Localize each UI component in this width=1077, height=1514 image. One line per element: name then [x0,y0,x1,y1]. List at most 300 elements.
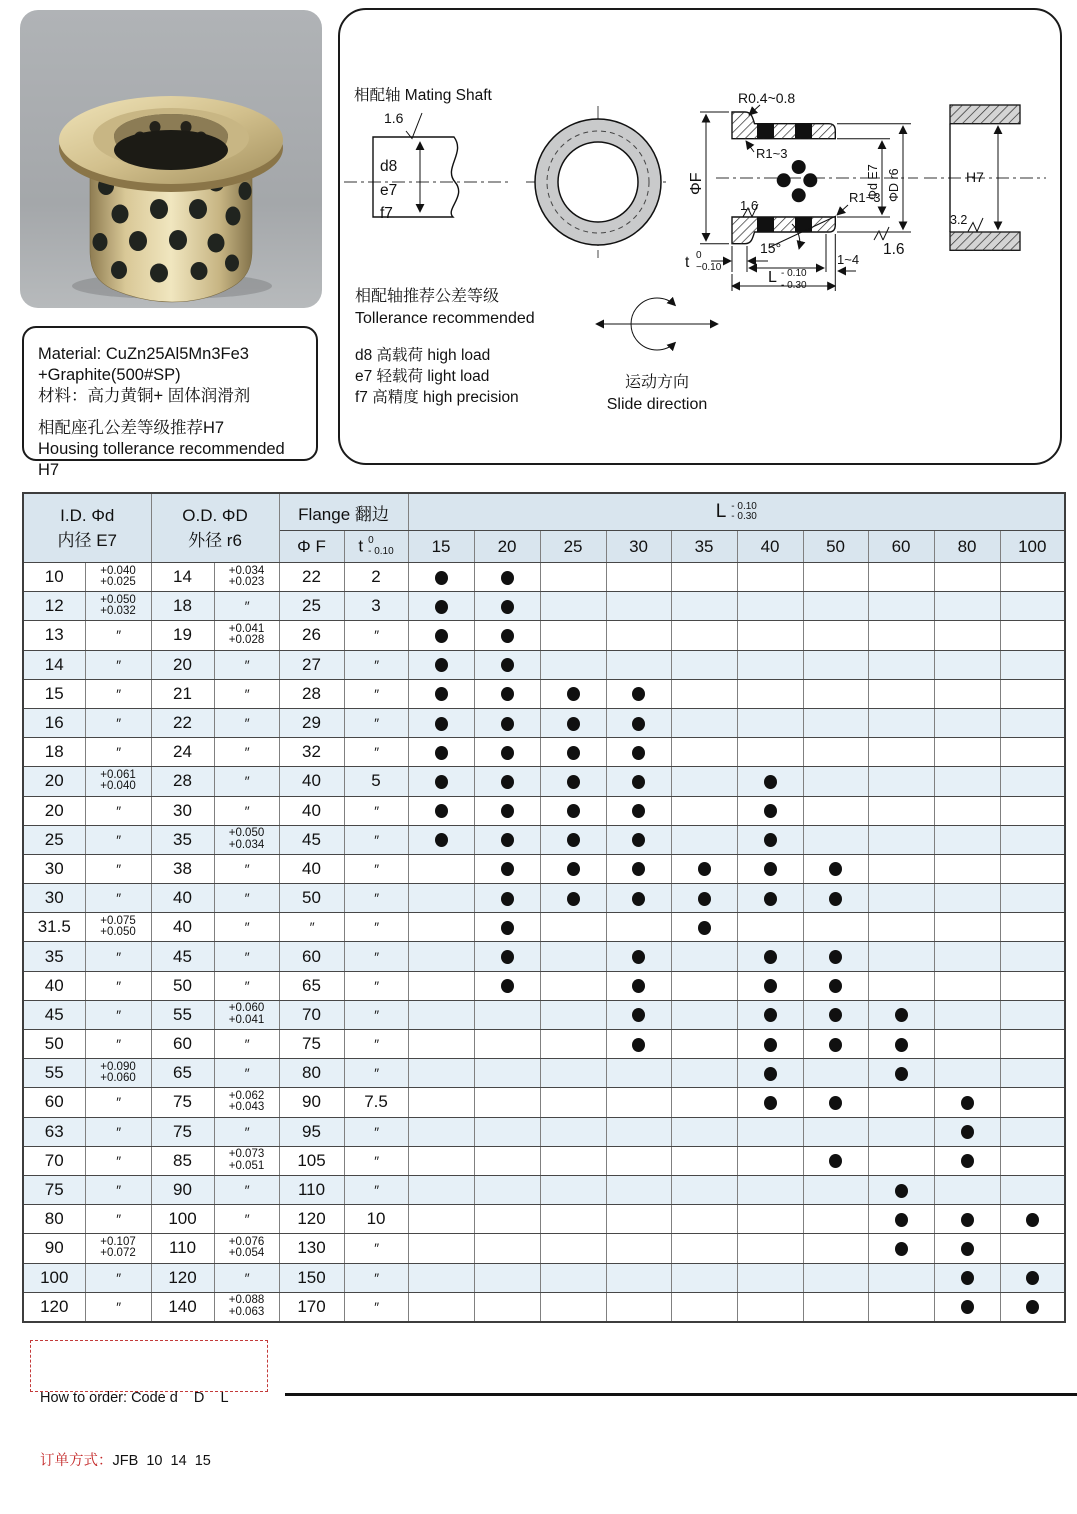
availability-dot [501,600,514,614]
flange-thickness-cell: ″ [344,796,408,825]
id-tolerance-cell: ″ [85,738,151,767]
chamfer-angle-label: 15° [760,240,782,256]
od-tolerance-cell: ″ [214,679,279,708]
availability-dot [435,717,448,731]
id-value-cell: 70 [23,1146,85,1175]
length-availability-cell [934,1146,1000,1175]
length-availability-cell [934,1263,1000,1292]
od-value-cell: 28 [151,767,214,796]
flange-thickness-cell: ″ [344,1175,408,1204]
length-availability-cell [671,1234,737,1263]
availability-dot [435,571,448,585]
id-value-cell: 18 [23,738,85,767]
length-availability-cell [934,1205,1000,1234]
length-availability-cell [868,825,934,854]
availability-dot [632,1038,645,1052]
length-availability-cell [408,708,474,737]
length-availability-cell [934,854,1000,883]
id-value-cell: 60 [23,1088,85,1117]
flange-thickness-cell: ″ [344,1146,408,1175]
availability-dot [632,775,645,789]
table-row [23,592,1065,621]
length-availability-cell [1000,1000,1065,1029]
fit-row-f7: f7 高精度 high precision [355,389,519,406]
od-value-cell: 14 [151,563,214,592]
table-row [23,1234,1065,1263]
availability-dot [764,833,777,847]
housing-fit-label: H7 [966,169,984,185]
length-availability-cell [803,1263,868,1292]
technical-drawing-panel [338,8,1062,465]
availability-dot [698,921,711,935]
availability-dot [435,687,448,701]
length-availability-cell [474,1292,540,1322]
length-availability-cell [934,913,1000,942]
od-tolerance-cell: ″ [214,1059,279,1088]
tolerance-title-en: Tollerance recommended [355,310,535,327]
length-availability-cell [1000,825,1065,854]
availability-dot [435,658,448,672]
od-value-cell: 40 [151,913,214,942]
id-tolerance-cell: ″ [85,1000,151,1029]
length-availability-cell [408,563,474,592]
length-availability-cell [671,971,737,1000]
length-availability-cell [474,884,540,913]
availability-dot [829,950,842,964]
flange-thickness-cell: ″ [344,913,408,942]
id-value-cell: 10 [23,563,85,592]
length-availability-cell [606,679,671,708]
flange-diameter-cell: 65 [279,971,344,1000]
length-availability-cell [474,1059,540,1088]
length-availability-cell [671,1175,737,1204]
length-availability-cell [671,679,737,708]
length-availability-cell [934,1000,1000,1029]
id-tolerance-cell: ″ [85,1117,151,1146]
length-availability-cell [934,621,1000,650]
length-availability-cell [737,1175,803,1204]
length-availability-cell [868,971,934,1000]
length-availability-cell [671,1146,737,1175]
flange-thickness-cell: ″ [344,854,408,883]
length-availability-cell [606,796,671,825]
length-availability-cell [408,1000,474,1029]
flange-diameter-cell: 28 [279,679,344,708]
availability-dot [829,892,842,906]
col-header-flange-t [344,531,408,563]
id-value-cell: 13 [23,621,85,650]
length-availability-cell [606,767,671,796]
length-availability-cell [606,1263,671,1292]
length-availability-cell [606,592,671,621]
col-header-l35: 35 [671,531,737,563]
table-row [23,971,1065,1000]
availability-dot [501,658,514,672]
flange-diameter-cell: 170 [279,1292,344,1322]
length-availability-cell [868,1292,934,1322]
id-tolerance-cell: ″ [85,708,151,737]
table-row [23,1292,1065,1322]
length-availability-cell [606,738,671,767]
length-availability-cell [868,1263,934,1292]
material-line-en2: +Graphite(500#SP) [38,366,181,384]
col-header-length [408,493,1065,531]
length-availability-cell [606,1030,671,1059]
availability-dot [632,862,645,876]
availability-dot [698,862,711,876]
length-availability-cell [934,1059,1000,1088]
availability-dot [501,950,514,964]
length-availability-cell [408,825,474,854]
availability-dot [764,1096,777,1110]
id-tolerance-cell: ″ [85,942,151,971]
flange-thickness-cell: ″ [344,825,408,854]
flange-thickness-cell: ″ [344,1030,408,1059]
length-availability-cell [803,1175,868,1204]
id-value-cell: 90 [23,1234,85,1263]
od-value-cell: 22 [151,708,214,737]
flange-diameter-cell: ″ [279,913,344,942]
col-header-l100: 100 [1000,531,1065,563]
length-availability-cell [934,592,1000,621]
availability-dot [567,892,580,906]
order-label-cn: 订单方式： [40,1453,113,1469]
length-availability-cell [408,1146,474,1175]
length-availability-cell [540,679,606,708]
id-value-cell: 63 [23,1117,85,1146]
id-value-cell: 16 [23,708,85,737]
length-availability-cell [737,650,803,679]
length-availability-cell [540,708,606,737]
id-tolerance-cell: +0.075 +0.050 [85,913,151,942]
length-availability-cell [934,563,1000,592]
length-availability-cell [1000,1292,1065,1322]
availability-dot [632,979,645,993]
length-availability-cell [1000,621,1065,650]
length-availability-cell [868,854,934,883]
table-row [23,1205,1065,1234]
length-availability-cell [868,1146,934,1175]
length-availability-cell [737,1117,803,1146]
id-tolerance-cell: +0.061 +0.040 [85,767,151,796]
availability-dot [435,746,448,760]
availability-dot [632,746,645,760]
flange-thickness-cell: 3 [344,592,408,621]
length-availability-cell [803,679,868,708]
length-availability-cell [868,738,934,767]
length-availability-cell [474,738,540,767]
availability-dot [501,775,514,789]
length-availability-cell [606,1146,671,1175]
length-tol-lower: - 0.30 [731,511,757,522]
availability-dot [961,1271,974,1285]
id-tolerance-cell: +0.090 +0.060 [85,1059,151,1088]
od-tolerance-cell: +0.060 +0.041 [214,1000,279,1029]
length-availability-cell [737,767,803,796]
length-availability-cell [868,1205,934,1234]
material-line-cn: 材料：高力黄铜+ 固体润滑剂 [38,387,251,405]
od-tolerance-cell: ″ [214,738,279,767]
od-tolerance-cell: +0.041 +0.028 [214,621,279,650]
od-value-cell: 85 [151,1146,214,1175]
od-tolerance-cell: ″ [214,1117,279,1146]
length-availability-cell [671,708,737,737]
od-tolerance-cell: ″ [214,1030,279,1059]
length-availability-cell [606,884,671,913]
availability-dot [435,804,448,818]
length-availability-cell [408,592,474,621]
length-availability-cell [934,796,1000,825]
length-availability-cell [737,971,803,1000]
table-row [23,796,1065,825]
length-availability-cell [671,563,737,592]
ring-front-view [526,106,670,258]
availability-dot [501,892,514,906]
length-availability-cell [1000,738,1065,767]
id-value-cell: 20 [23,767,85,796]
length-availability-cell [408,679,474,708]
od-tolerance-cell: ″ [214,1263,279,1292]
length-availability-cell [803,1146,868,1175]
length-availability-cell [474,942,540,971]
length-availability-cell [474,650,540,679]
id-value-cell: 45 [23,1000,85,1029]
flange-diameter-cell: 22 [279,563,344,592]
length-availability-cell [1000,1263,1065,1292]
od-value-cell: 20 [151,650,214,679]
id-value-cell: 50 [23,1030,85,1059]
availability-dot [501,717,514,731]
availability-dot [961,1154,974,1168]
length-availability-cell [408,1175,474,1204]
length-availability-cell [671,854,737,883]
length-availability-cell [868,767,934,796]
id-tolerance-cell: ″ [85,1263,151,1292]
table-row [23,942,1065,971]
od-value-cell: 24 [151,738,214,767]
length-availability-cell [408,1292,474,1322]
availability-dot [632,833,645,847]
length-availability-cell [408,854,474,883]
length-availability-cell [606,913,671,942]
flange-thickness-cell: ″ [344,650,408,679]
length-availability-cell [540,971,606,1000]
od-value-cell: 38 [151,854,214,883]
table-row [23,1059,1065,1088]
flange-radius-label: R0.4~0.8 [738,90,796,106]
length-availability-cell [1000,679,1065,708]
length-availability-cell [540,767,606,796]
id-tolerance-cell: ″ [85,971,151,1000]
od-tolerance-cell: ″ [214,1205,279,1234]
length-availability-cell [474,621,540,650]
table-row [23,913,1065,942]
flange-thickness-cell: ″ [344,1059,408,1088]
availability-dot [895,1213,908,1227]
length-header-label: L [715,501,727,522]
id-value-cell: 30 [23,884,85,913]
flange-diameter-cell: 25 [279,592,344,621]
availability-dot [764,892,777,906]
availability-dot [829,979,842,993]
flange-diameter-cell: 27 [279,650,344,679]
length-availability-cell [868,650,934,679]
length-availability-cell [803,1000,868,1029]
length-availability-cell [540,1030,606,1059]
length-availability-cell [737,884,803,913]
length-availability-cell [934,1117,1000,1146]
length-availability-cell [1000,884,1065,913]
length-availability-cell [474,592,540,621]
table-row [23,1146,1065,1175]
length-availability-cell [606,708,671,737]
length-availability-cell [934,1030,1000,1059]
length-availability-cell [408,1117,474,1146]
length-availability-cell [671,1030,737,1059]
table-row [23,650,1065,679]
length-availability-cell [737,1263,803,1292]
od-finish-value: 1.6 [883,241,905,258]
length-availability-cell [671,884,737,913]
availability-dot [567,687,580,701]
od-tolerance-cell: ″ [214,796,279,825]
od-value-cell: 140 [151,1292,214,1322]
length-availability-cell [803,1059,868,1088]
length-availability-cell [868,1117,934,1146]
length-availability-cell [671,942,737,971]
length-availability-cell [606,1292,671,1322]
fit-row-e7: e7 轻载荷 light load [355,368,490,385]
length-availability-cell [868,913,934,942]
availability-dot [961,1300,974,1314]
length-availability-cell [934,1175,1000,1204]
od-value-cell: 100 [151,1205,214,1234]
od-value-cell: 90 [151,1175,214,1204]
availability-dot [632,687,645,701]
length-availability-cell [934,1292,1000,1322]
shaft-fit-f7: f7 [380,205,393,222]
flange-thickness-cell: ″ [344,884,408,913]
flange-diameter-cell: 70 [279,1000,344,1029]
table-row [23,884,1065,913]
length-availability-cell [474,1263,540,1292]
od-tolerance-cell: +0.034 +0.023 [214,563,279,592]
length-availability-cell [606,971,671,1000]
length-availability-cell [540,1175,606,1204]
od-tolerance-cell: ″ [214,767,279,796]
length-availability-cell [408,1234,474,1263]
length-availability-cell [671,825,737,854]
od-header-line1: O.D. ΦD [182,505,248,525]
length-availability-cell [540,592,606,621]
availability-dot [1026,1213,1039,1227]
length-availability-cell [803,650,868,679]
col-header-l60: 60 [868,531,934,563]
product-photo [20,10,322,308]
length-availability-cell [737,563,803,592]
length-availability-cell [1000,563,1065,592]
length-availability-cell [803,942,868,971]
id-value-cell: 14 [23,650,85,679]
length-availability-cell [1000,767,1065,796]
flange-thickness-cell: ″ [344,971,408,1000]
length-availability-cell [1000,1117,1065,1146]
id-tolerance-cell: +0.107 +0.072 [85,1234,151,1263]
table-row [23,1088,1065,1117]
length-availability-cell [408,1030,474,1059]
col-header-l15: 15 [408,531,474,563]
fit-row-d8: d8 高载荷 high load [355,347,491,364]
availability-dot [961,1213,974,1227]
length-availability-cell [408,971,474,1000]
length-availability-cell [408,1205,474,1234]
radius-label-2: R1~3 [849,190,881,205]
t-dim-sub: −0.10 [696,262,722,273]
id-tolerance-cell: ″ [85,650,151,679]
flange-diameter-cell: 29 [279,708,344,737]
length-availability-cell [868,942,934,971]
length-availability-cell [606,563,671,592]
flange-diameter-cell: 40 [279,767,344,796]
length-availability-cell [737,738,803,767]
bushing-photo-illustration [20,10,322,308]
length-availability-cell [803,563,868,592]
length-availability-cell [934,971,1000,1000]
phiD-label: ΦD r6 [887,168,901,202]
tolerance-notes [355,286,535,406]
length-availability-cell [408,621,474,650]
flange-diameter-cell: 60 [279,942,344,971]
length-availability-cell [540,621,606,650]
how-to-order-box [30,1340,268,1469]
id-tolerance-cell: ″ [85,679,151,708]
availability-dot [632,1008,645,1022]
length-availability-cell [540,1000,606,1029]
table-row [23,1117,1065,1146]
flange-diameter-cell: 50 [279,884,344,913]
od-value-cell: 60 [151,1030,214,1059]
length-availability-cell [803,825,868,854]
id-value-cell: 31.5 [23,913,85,942]
length-availability-cell [671,1059,737,1088]
length-availability-cell [737,854,803,883]
length-availability-cell [540,1263,606,1292]
length-availability-cell [474,1234,540,1263]
length-availability-cell [474,825,540,854]
od-value-cell: 19 [151,621,214,650]
id-value-cell: 100 [23,1263,85,1292]
housing-tolerance-en: Housing tollerance recommended H7 [38,440,285,479]
length-availability-cell [540,1059,606,1088]
flange-thickness-cell: ″ [344,1292,408,1322]
flange-thickness-cell: ″ [344,942,408,971]
table-row [23,708,1065,737]
col-header-l80: 80 [934,531,1000,563]
length-availability-cell [737,621,803,650]
dimension-table-wrap [22,492,1066,1323]
availability-dot [501,921,514,935]
id-tolerance-cell: ″ [85,1292,151,1322]
table-row [23,1263,1065,1292]
technical-drawing [340,10,1060,463]
t-tol-upper: 0 [368,535,374,546]
length-availability-cell [606,1059,671,1088]
length-availability-cell [1000,1030,1065,1059]
id-value-cell: 25 [23,825,85,854]
availability-dot [895,1008,908,1022]
length-availability-cell [737,1146,803,1175]
col-header-l50: 50 [803,531,868,563]
